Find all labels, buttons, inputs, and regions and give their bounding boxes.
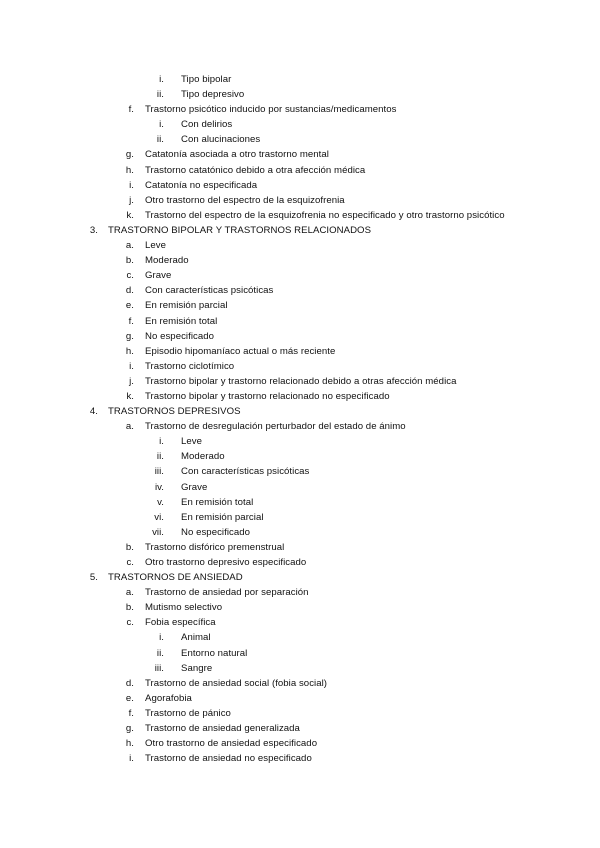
outline-item-text: Leve: [181, 436, 203, 448]
outline-item-marker: a.: [125, 421, 134, 433]
outline-item-level-1: [0, 691, 600, 706]
outline-item-text: TRASTORNOS DEPRESIVOS: [108, 406, 241, 418]
outline-item-level-1: [0, 600, 600, 615]
outline-item-text: Episodio hipomaníaco actual o más reciente: [145, 345, 336, 357]
outline-item-marker: i.: [129, 753, 134, 765]
outline-item-level-1: [0, 706, 600, 721]
document-outline-list: [0, 72, 600, 766]
outline-item-marker: i.: [159, 436, 164, 448]
outline-item-marker: b.: [125, 602, 134, 614]
outline-item-marker: b.: [125, 255, 134, 267]
outline-item-level-1: [0, 585, 600, 600]
outline-item-text: Otro trastorno depresivo especificado: [145, 557, 307, 568]
outline-item-level-2: [0, 480, 600, 495]
outline-item-marker: i.: [159, 119, 164, 131]
outline-item-marker: vi.: [154, 511, 164, 523]
outline-item-marker: 4.: [89, 406, 98, 418]
outline-item-level-0: [0, 570, 600, 585]
outline-item-level-0: [0, 404, 600, 419]
outline-item-marker: f.: [128, 104, 134, 116]
outline-item-text: Animal: [181, 632, 211, 644]
outline-item-marker: h.: [125, 164, 134, 176]
outline-item-marker: d.: [125, 285, 134, 297]
outline-item-level-1: [0, 751, 600, 766]
outline-item-marker: ii.: [156, 647, 164, 659]
outline-item-level-2: [0, 87, 600, 102]
outline-item-level-1: [0, 163, 600, 178]
outline-item-text: Grave: [181, 481, 208, 493]
outline-item-text: Mutismo selectivo: [145, 602, 223, 614]
outline-item-text: Moderado: [181, 451, 225, 463]
outline-item-text: Trastorno de ansiedad no especificado: [145, 753, 312, 765]
outline-item-level-2: [0, 72, 600, 87]
outline-item-level-2: [0, 525, 600, 540]
outline-item-marker: i.: [129, 179, 134, 191]
outline-item-level-1: [0, 721, 600, 736]
outline-item-marker: g.: [125, 330, 134, 342]
outline-item-marker: f.: [128, 707, 134, 719]
outline-item-level-1: [0, 253, 600, 268]
outline-item-level-1: [0, 374, 600, 389]
outline-item-marker: h.: [125, 345, 134, 357]
outline-item-marker: i.: [129, 360, 134, 372]
outline-item-text: Entorno natural: [181, 647, 248, 659]
outline-item-text: Trastorno ciclotímico: [145, 360, 235, 372]
outline-item-level-1: [0, 283, 600, 298]
outline-item-text: Trastorno bipolar y trastorno relacionado debido a otras afección médica: [145, 375, 457, 387]
outline-item-text: En remisión parcial: [145, 300, 228, 312]
outline-item-text: Trastorno bipolar y trastorno relacionado no especificado: [145, 390, 390, 402]
outline-item-marker: c.: [126, 270, 134, 282]
outline-item-marker: i.: [159, 632, 164, 644]
outline-item-level-1: [0, 359, 600, 374]
outline-item-marker: i.: [159, 74, 164, 85]
outline-item-text: Tipo bipolar: [181, 74, 232, 85]
outline-item-marker: ii.: [156, 134, 164, 146]
outline-item-text: Con características psicóticas: [181, 466, 310, 478]
outline-item-text: Catatonía no especificada: [145, 179, 258, 191]
outline-item-level-1: [0, 314, 600, 329]
outline-item-text: TRASTORNO BIPOLAR Y TRASTORNOS RELACIONADOS: [108, 224, 372, 236]
outline-item-level-1: [0, 329, 600, 344]
outline-item-marker: k.: [126, 209, 134, 221]
outline-item-text: En remisión parcial: [181, 511, 264, 523]
outline-item-marker: h.: [125, 738, 134, 750]
outline-item-level-2: [0, 661, 600, 676]
outline-item-text: Leve: [145, 240, 167, 252]
outline-item-level-2: [0, 449, 600, 464]
outline-item-marker: k.: [126, 390, 134, 402]
outline-item-text: Fobia específica: [145, 617, 216, 629]
outline-item-level-2: [0, 117, 600, 132]
outline-item-level-1: [0, 344, 600, 359]
outline-item-level-1: [0, 736, 600, 751]
outline-item-marker: g.: [125, 149, 134, 161]
outline-item-marker: e.: [125, 692, 134, 704]
outline-item-level-1: [0, 419, 600, 434]
outline-item-marker: 5.: [89, 572, 98, 584]
outline-item-text: Moderado: [145, 255, 189, 267]
outline-item-text: Con delirios: [181, 119, 233, 131]
outline-item-level-1: [0, 178, 600, 193]
outline-item-level-1: [0, 208, 600, 223]
outline-item-text: Agorafobia: [145, 692, 192, 704]
outline-item-text: Grave: [145, 270, 172, 282]
outline-item-level-1: [0, 540, 600, 555]
outline-item-level-1: [0, 102, 600, 117]
outline-item-marker: j.: [129, 375, 134, 387]
outline-item-level-1: [0, 238, 600, 253]
outline-item-marker: iv.: [154, 481, 164, 493]
outline-item-marker: v.: [157, 496, 164, 508]
outline-item-level-1: [0, 147, 600, 162]
outline-item-text: Trastorno de desregulación perturbador del estado de ánimo: [145, 421, 406, 433]
outline-item-level-2: [0, 646, 600, 661]
outline-item-text: Con características psicóticas: [145, 285, 274, 297]
outline-item-marker: a.: [125, 587, 134, 599]
outline-item-text: Tipo depresivo: [181, 89, 245, 101]
outline-item-marker: 3.: [89, 224, 98, 236]
outline-item-text: Sangre: [181, 662, 213, 674]
outline-item-text: Otro trastorno de ansiedad especificado: [145, 738, 318, 750]
outline-item-level-2: [0, 132, 600, 147]
outline-item-level-2: [0, 434, 600, 449]
outline-item-marker: vii.: [152, 526, 164, 538]
outline-item-text: Con alucinaciones: [181, 134, 261, 146]
outline-item-level-2: [0, 495, 600, 510]
outline-item-marker: e.: [125, 300, 134, 312]
outline-item-marker: ii.: [156, 89, 164, 101]
outline-item-text: No especificado: [145, 330, 215, 342]
outline-item-marker: ii.: [156, 451, 164, 463]
outline-item-marker: a.: [125, 240, 134, 252]
outline-item-text: Trastorno de pánico: [145, 707, 231, 719]
outline-item-text: Trastorno del espectro de la esquizofrenia no especificado y otro trastorno psicótico: [145, 209, 505, 221]
outline-item-text: TRASTORNOS DE ANSIEDAD: [108, 572, 243, 584]
outline-item-marker: g.: [125, 723, 134, 735]
outline-item-text: Trastorno psicótico inducido por sustancias/medicamentos: [145, 104, 397, 116]
outline-item-marker: iii.: [154, 466, 164, 478]
outline-item-level-2: [0, 630, 600, 645]
outline-item-marker: d.: [125, 677, 134, 689]
outline-item-text: Trastorno disfórico premenstrual: [145, 541, 285, 553]
outline-item-marker: f.: [128, 315, 134, 327]
outline-item-level-1: [0, 676, 600, 691]
outline-item-text: En remisión total: [181, 496, 254, 508]
outline-item-text: No especificado: [181, 526, 251, 538]
outline-item-level-2: [0, 464, 600, 479]
outline-item-marker: b.: [125, 541, 134, 553]
outline-item-level-0: [0, 223, 600, 238]
outline-item-text: En remisión total: [145, 315, 218, 327]
outline-item-text: Trastorno de ansiedad generalizada: [145, 723, 300, 735]
outline-item-level-1: [0, 555, 600, 570]
outline-item-marker: c.: [126, 557, 134, 568]
outline-item-marker: j.: [129, 194, 134, 206]
outline-item-level-1: [0, 389, 600, 404]
outline-item-level-1: [0, 193, 600, 208]
outline-item-marker: c.: [126, 617, 134, 629]
outline-item-level-1: [0, 615, 600, 630]
outline-item-text: Trastorno de ansiedad por separación: [145, 587, 309, 599]
outline-item-level-1: [0, 268, 600, 283]
outline-item-text: Trastorno catatónico debido a otra afección médica: [145, 164, 366, 176]
outline-item-marker: iii.: [154, 662, 164, 674]
outline-item-text: Trastorno de ansiedad social (fobia social): [145, 677, 328, 689]
outline-item-text: Catatonía asociada a otro trastorno mental: [145, 149, 329, 161]
outline-item-level-2: [0, 510, 600, 525]
outline-item-text: Otro trastorno del espectro de la esquizofrenia: [145, 194, 345, 206]
outline-item-level-1: [0, 298, 600, 313]
